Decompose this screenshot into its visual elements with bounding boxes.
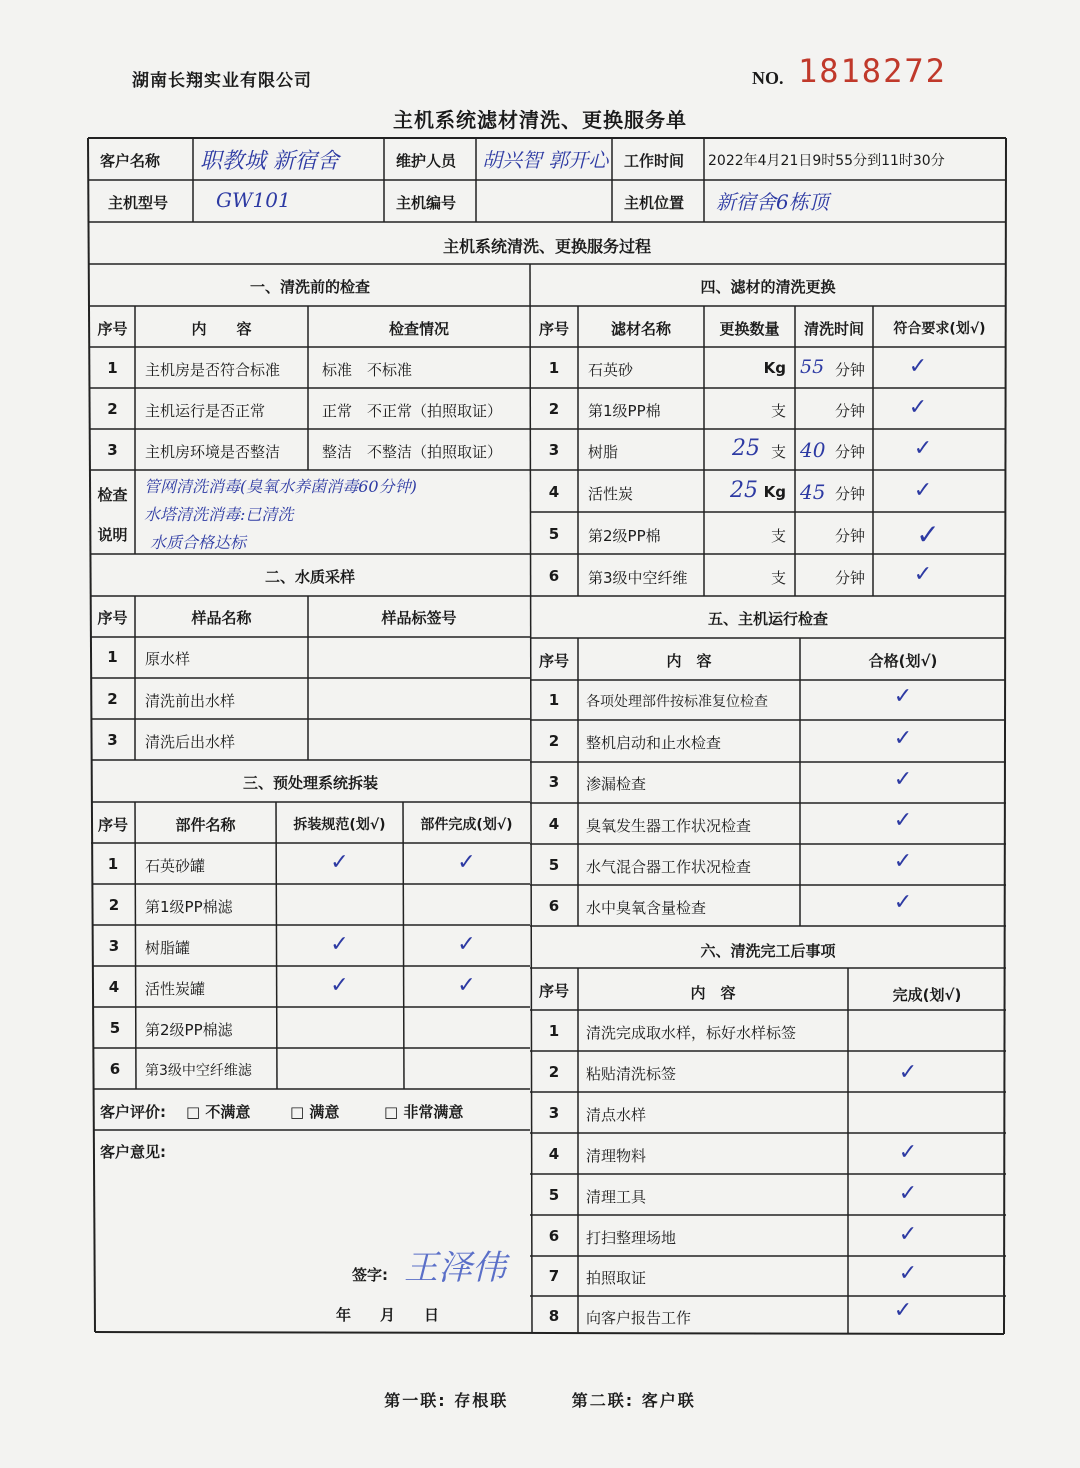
s4-row-5-ok: ✓ [916, 518, 940, 551]
s4-row-1-no: 1 [548, 359, 560, 377]
s6-row-6-done: ✓ [898, 1222, 918, 1247]
document-title: 主机系统滤材清洗、更换服务单 [393, 108, 687, 132]
s2-row-3-no: 3 [107, 731, 118, 749]
copy-1-label: 第一联: 存根联 [384, 1391, 509, 1410]
s4-row-3-unit: 支 [770, 443, 786, 461]
s5-row-1-no: 1 [548, 691, 560, 709]
s3-row-3-std: ✓ [330, 932, 349, 957]
s5-row-2-content: 整机启动和止水检查 [586, 734, 722, 752]
s4-row-4-unit: Kg [763, 483, 786, 501]
s5-row-5-content: 水气混合器工作状况检查 [586, 858, 752, 876]
s2-title: 二、水质采样 [264, 568, 355, 586]
s3-row-1-no: 1 [107, 855, 119, 873]
s4-row-4-qty: 25 [730, 478, 758, 503]
s5-row-5-no: 5 [548, 856, 560, 874]
s2-h-name: 样品名称 [191, 609, 252, 627]
s4-row-1-name: 石英砂 [588, 361, 634, 379]
model-value: GW101 [216, 188, 291, 212]
s6-row-7-no: 7 [548, 1267, 560, 1285]
s4-row-4-time-unit: 分钟 [834, 485, 865, 503]
s1-row-1-status: 标准 不标准 [322, 361, 413, 379]
s5-row-3-content: 渗漏检查 [586, 775, 647, 793]
s4-row-3-ok: ✓ [913, 436, 933, 461]
s3-row-4-std: ✓ [330, 973, 349, 998]
s1-row-2-status: 正常 不正常（拍照取证） [322, 402, 503, 420]
s6-row-3-no: 3 [548, 1104, 560, 1122]
customer-label: 客户名称 [100, 152, 161, 170]
s6-row-1-content: 清洗完成取水样，标好水样标签 [586, 1024, 797, 1042]
s1-note-line-2: 水塔清洗消毒:已清洗 [144, 505, 294, 524]
signature: 王泽伟 [404, 1248, 506, 1288]
s6-row-6-no: 6 [548, 1227, 560, 1245]
s6-row-4-done: ✓ [898, 1140, 918, 1165]
work-time-value: 2022年4月21日9时55分到11时30分 [708, 153, 945, 169]
s1-row-1-no: 1 [107, 359, 118, 377]
s3-row-4-no: 4 [108, 978, 120, 996]
s4-title: 四、滤材的清洗更换 [700, 278, 836, 296]
s6-h-content: 内 容 [690, 984, 736, 1002]
s6-row-3-content: 清点水样 [586, 1106, 647, 1124]
s5-row-4-content: 臭氧发生器工作状况检查 [586, 817, 752, 835]
s3-row-3-no: 3 [108, 937, 120, 955]
s6-row-6-content: 打扫整理场地 [586, 1229, 677, 1247]
s5-row-1-content: 各项处理部件按标准复位检查 [586, 694, 768, 710]
s2-h-no: 序号 [97, 609, 128, 627]
s1-row-2-no: 2 [107, 400, 118, 418]
s1-h-content: 内 容 [191, 320, 252, 338]
s2-row-1-name: 原水样 [145, 650, 191, 668]
s4-row-3-no: 3 [548, 441, 560, 459]
s6-row-4-content: 清理物料 [586, 1147, 647, 1165]
s1-note-label-2: 说明 [97, 526, 128, 544]
s5-row-3-ok: ✓ [893, 767, 913, 792]
s5-title: 五、主机运行检查 [707, 610, 828, 628]
s1-title: 一、清洗前的检查 [249, 278, 370, 296]
s3-row-4-part: 活性炭罐 [145, 980, 206, 998]
s6-h-done: 完成(划√) [892, 986, 962, 1004]
s4-row-1-ok: ✓ [908, 354, 928, 379]
process-title: 主机系统清洗、更换服务过程 [442, 237, 651, 256]
date-month-label: 月 [380, 1306, 396, 1324]
copy-2-label: 第二联: 客户联 [571, 1391, 696, 1410]
s5-row-6-content: 水中臭氧含量检查 [586, 899, 707, 917]
s1-note-line-1: 管网清洗消毒(臭氧水养菌消毒60分钟) [144, 477, 417, 496]
s1-row-1-content: 主机房是否符合标准 [145, 361, 281, 379]
s6-h-no: 序号 [538, 982, 569, 1000]
s5-row-2-ok: ✓ [893, 726, 913, 751]
s6-row-7-done: ✓ [898, 1261, 918, 1286]
s3-row-4-done: ✓ [457, 973, 476, 998]
s1-row-2-content: 主机运行是否正常 [145, 402, 266, 420]
customer-eval-label: 客户评价: [100, 1103, 166, 1121]
s4-row-5-time-unit: 分钟 [834, 527, 865, 545]
eval-option-very-satisfied[interactable]: □ 非常满意 [384, 1103, 464, 1121]
s6-row-8-content: 向客户报告工作 [586, 1309, 692, 1327]
s4-row-6-time-unit: 分钟 [834, 569, 865, 587]
s4-row-4-ok: ✓ [913, 478, 933, 503]
s3-title: 三、预处理系统拆装 [242, 774, 378, 792]
s4-row-6-unit: 支 [770, 569, 786, 587]
s4-row-1-unit: Kg [763, 359, 786, 377]
s3-row-6-no: 6 [109, 1060, 121, 1078]
s4-row-3-time-unit: 分钟 [834, 443, 865, 461]
s2-h-tag: 样品标签号 [381, 609, 457, 627]
s3-row-5-part: 第2级PP棉滤 [145, 1021, 233, 1039]
staff-value: 胡兴智 郭开心 [482, 148, 609, 172]
s4-row-4-time: 45 [800, 480, 826, 504]
s1-row-3-content: 主机房环境是否整洁 [145, 443, 281, 461]
s1-row-3-status: 整洁 不整洁（拍照取证） [322, 443, 503, 461]
code-label: 主机编号 [396, 194, 457, 212]
s6-row-2-no: 2 [548, 1063, 560, 1081]
copy-note [0, 1388, 1080, 1411]
s6-row-5-done: ✓ [898, 1181, 918, 1206]
s3-row-1-done: ✓ [457, 850, 476, 875]
s6-row-2-done: ✓ [898, 1060, 918, 1085]
s1-h-status: 检查情况 [388, 320, 449, 338]
s6-title: 六、清洗完工后事项 [700, 942, 836, 960]
s5-row-3-no: 3 [548, 773, 560, 791]
s5-row-6-ok: ✓ [893, 890, 913, 915]
s5-row-2-no: 2 [548, 732, 560, 750]
eval-option-unsatisfied[interactable]: □ 不满意 [186, 1103, 251, 1121]
s4-row-5-unit: 支 [770, 527, 786, 545]
s5-h-no: 序号 [538, 652, 569, 670]
s3-row-3-part: 树脂罐 [145, 939, 191, 957]
s6-row-7-content: 拍照取证 [586, 1269, 647, 1287]
s4-row-2-ok: ✓ [908, 395, 928, 420]
s4-row-4-no: 4 [548, 483, 560, 501]
s2-row-1-no: 1 [107, 648, 118, 666]
s3-h-done: 部件完成(划√) [420, 817, 513, 833]
s2-row-2-name: 清洗前出水样 [145, 692, 236, 710]
s4-h-qty: 更换数量 [719, 320, 780, 338]
s4-row-6-name: 第3级中空纤维 [588, 569, 688, 587]
s6-row-5-no: 5 [548, 1186, 560, 1204]
s2-row-2-no: 2 [107, 690, 118, 708]
s3-row-2-part: 第1级PP棉滤 [145, 898, 233, 916]
serial-number-label: NO. [752, 68, 784, 88]
staff-label: 维护人员 [396, 152, 457, 170]
s4-row-2-no: 2 [548, 400, 560, 418]
s4-row-3-qty: 25 [732, 436, 760, 461]
s3-h-part: 部件名称 [175, 816, 236, 834]
date-year-label: 年 [336, 1306, 352, 1324]
s3-row-3-done: ✓ [457, 932, 476, 957]
customer-value: 职教城 新宿舍 [200, 149, 339, 174]
s6-row-1-no: 1 [548, 1022, 560, 1040]
s4-row-3-name: 树脂 [588, 443, 619, 461]
s6-row-8-no: 8 [548, 1307, 560, 1325]
s4-row-6-ok: ✓ [913, 562, 933, 587]
s1-h-no: 序号 [97, 320, 128, 338]
s4-h-time: 清洗时间 [803, 320, 864, 338]
s4-row-2-unit: 支 [770, 402, 786, 420]
s3-row-6-part: 第3级中空纤维滤 [145, 1063, 252, 1079]
s4-h-name: 滤材名称 [610, 320, 671, 338]
s6-row-5-content: 清理工具 [586, 1188, 647, 1206]
location-label: 主机位置 [624, 194, 685, 212]
s4-h-ok: 符合要求(划√) [893, 321, 986, 337]
s6-row-4-no: 4 [548, 1145, 560, 1163]
s3-h-std: 拆装规范(划√) [293, 817, 386, 833]
signature-label: 签字: [352, 1266, 388, 1284]
s4-row-2-time-unit: 分钟 [834, 402, 865, 420]
s3-row-2-no: 2 [108, 896, 120, 914]
serial-number: 1818272 [798, 52, 947, 90]
s5-row-5-ok: ✓ [893, 849, 913, 874]
s6-row-8-done: ✓ [893, 1298, 913, 1323]
s1-row-3-no: 3 [107, 441, 118, 459]
s3-row-1-part: 石英砂罐 [145, 857, 206, 875]
s4-row-2-name: 第1级PP棉 [588, 402, 661, 420]
s6-row-2-content: 粘贴清洗标签 [586, 1065, 677, 1083]
s3-h-no: 序号 [97, 816, 128, 834]
s4-row-1-time: 55 [800, 356, 825, 378]
s2-row-3-name: 清洗后出水样 [145, 733, 236, 751]
s3-row-5-no: 5 [109, 1019, 121, 1037]
work-time-label: 工作时间 [624, 152, 685, 170]
s4-row-5-name: 第2级PP棉 [588, 527, 661, 545]
s5-row-1-ok: ✓ [893, 684, 913, 709]
s5-row-4-ok: ✓ [893, 808, 913, 833]
s1-note-line-3: 水质合格达标 [150, 533, 247, 552]
eval-option-satisfied[interactable]: □ 满意 [290, 1103, 340, 1121]
s5-row-6-no: 6 [548, 897, 560, 915]
s4-row-3-time: 40 [800, 438, 826, 462]
s4-row-5-no: 5 [548, 525, 560, 543]
s5-h-content: 内 容 [666, 652, 712, 670]
s3-row-1-std: ✓ [330, 850, 349, 875]
s4-row-6-no: 6 [548, 567, 560, 585]
s4-h-no: 序号 [538, 320, 569, 338]
location-value: 新宿舍6栋顶 [716, 190, 829, 214]
model-label: 主机型号 [108, 194, 169, 212]
customer-opinion-label: 客户意见: [100, 1143, 166, 1161]
company-name: 湖南长翔实业有限公司 [132, 71, 312, 91]
s4-row-1-time-unit: 分钟 [834, 361, 865, 379]
s1-note-label-1: 检查 [97, 486, 128, 504]
s5-row-4-no: 4 [548, 815, 560, 833]
s4-row-4-name: 活性炭 [588, 485, 634, 503]
date-day-label: 日 [424, 1306, 440, 1324]
s5-h-ok: 合格(划√) [868, 652, 938, 670]
